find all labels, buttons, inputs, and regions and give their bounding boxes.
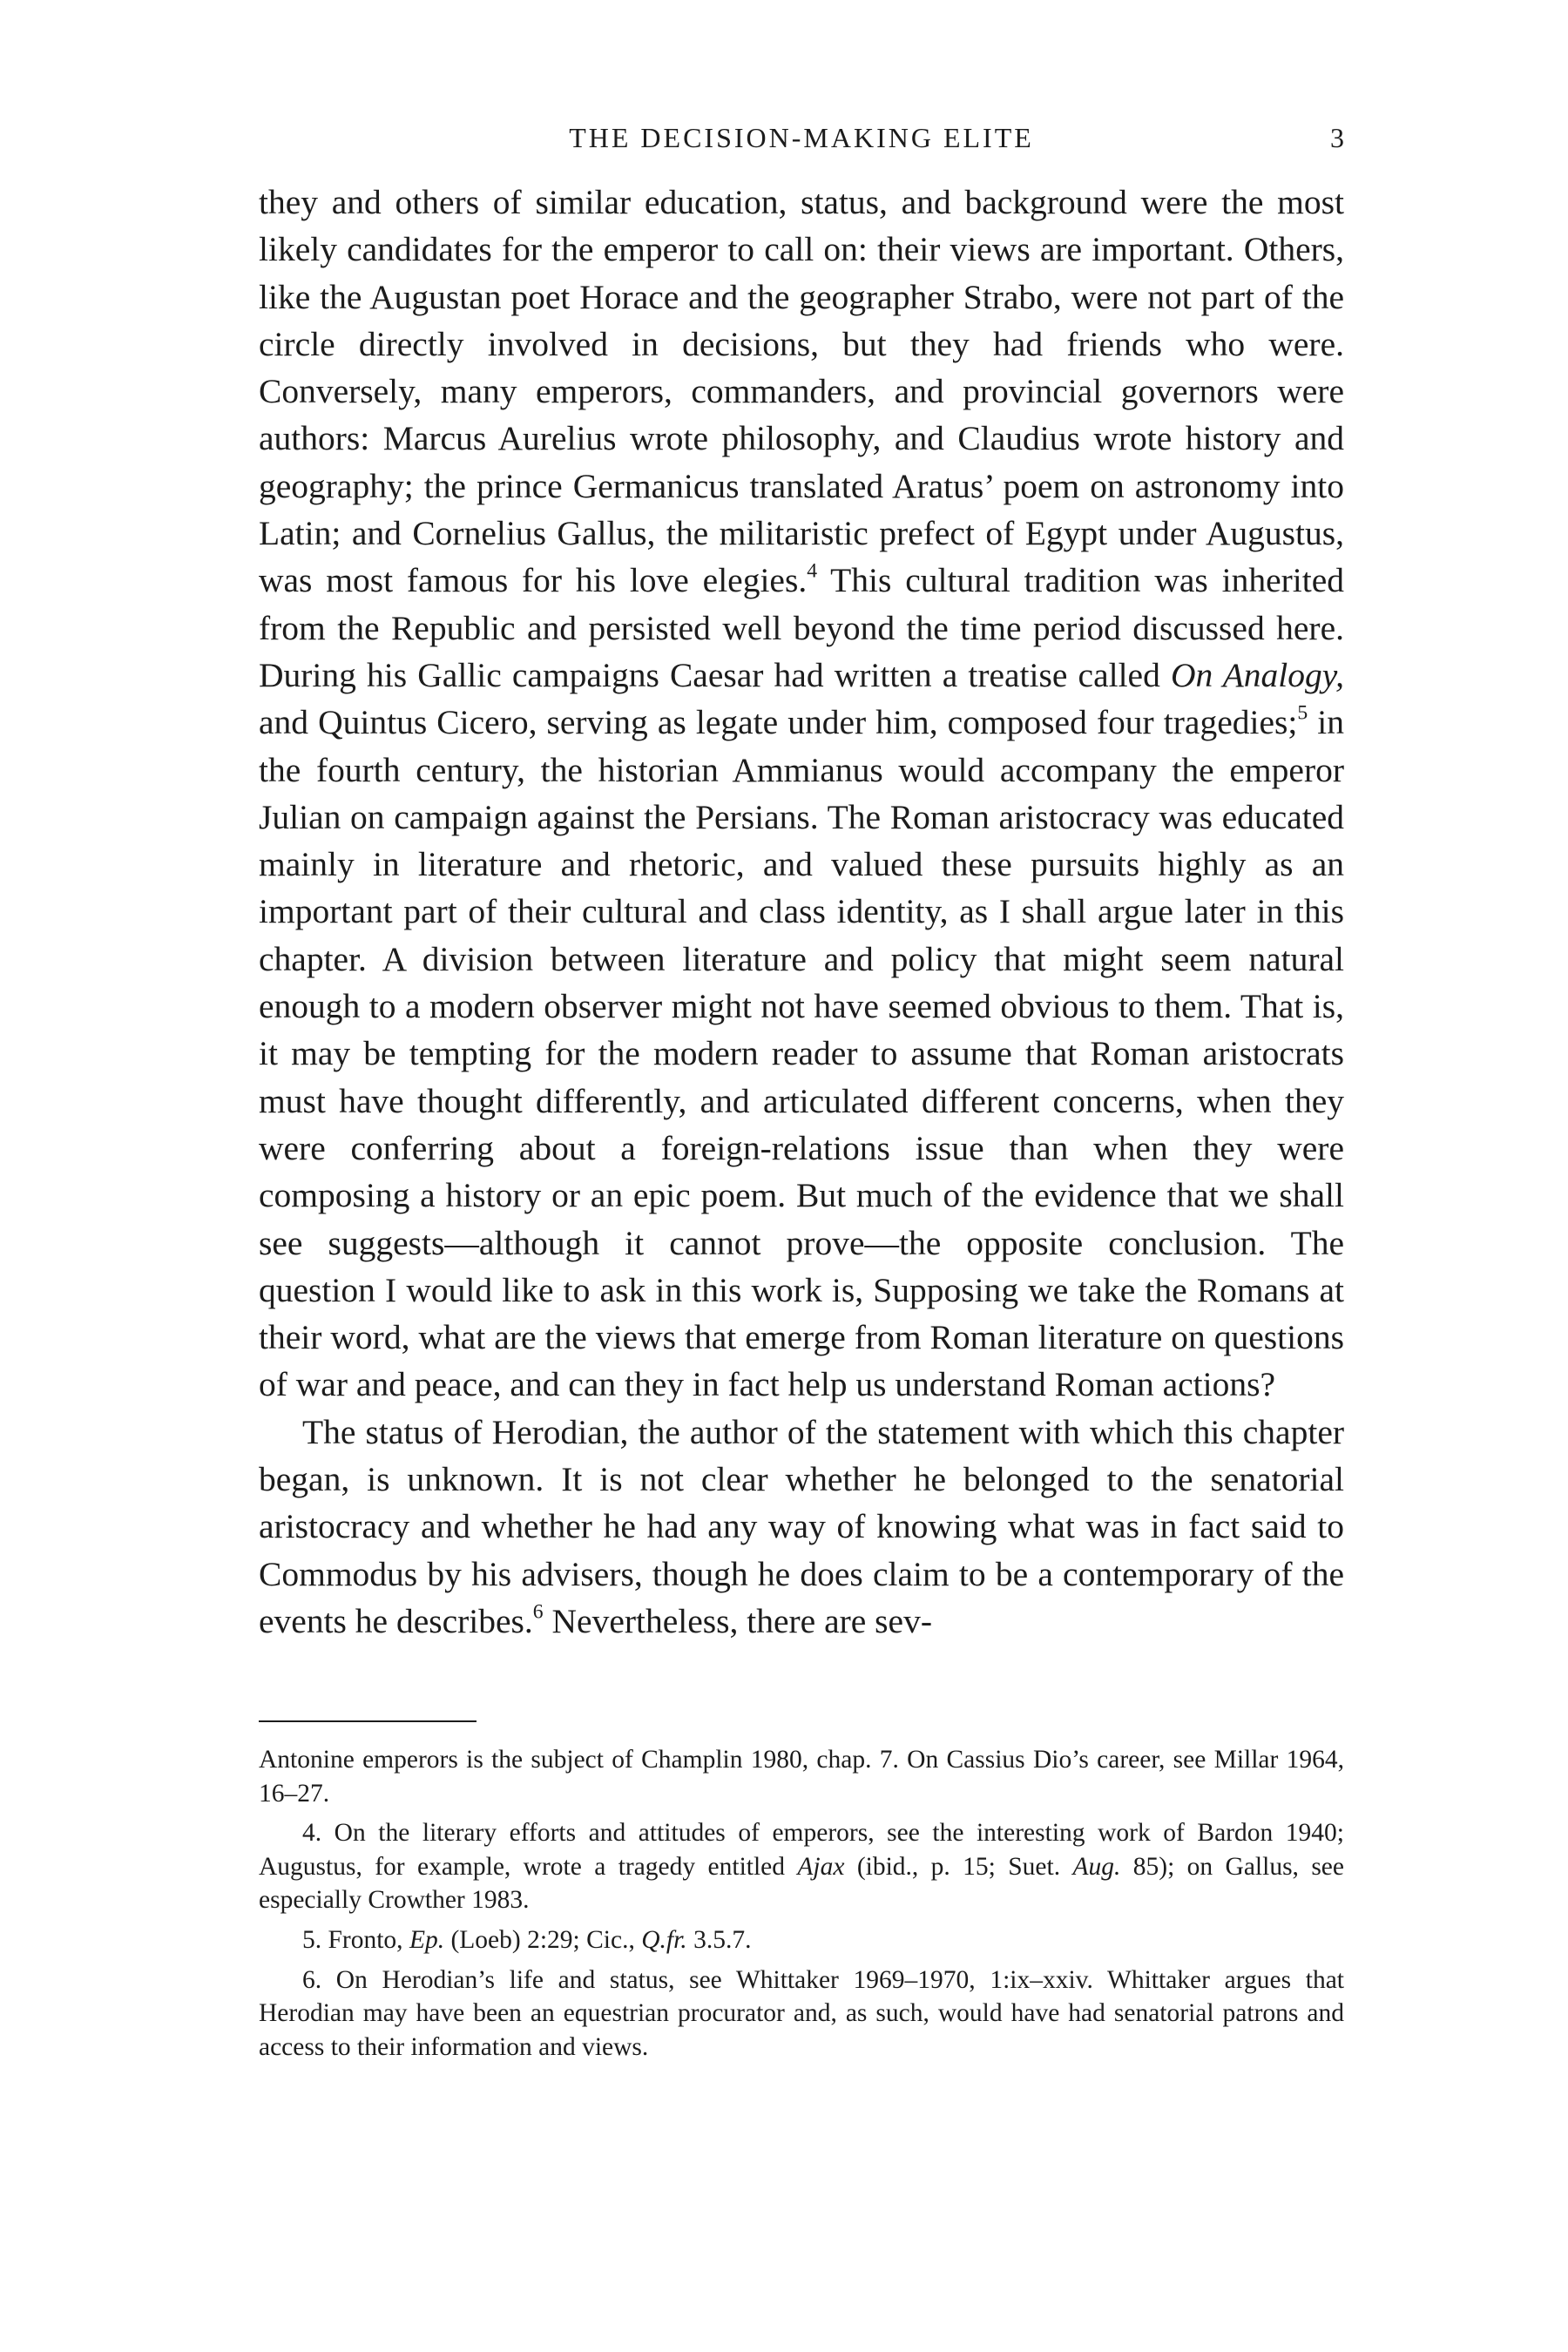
footnote-4-abbr-aug: Aug. <box>1072 1852 1121 1881</box>
footnote-continuation: Antonine emperors is the subject of Champlin 1980, chap. 7. On Cassius Dio’s career, see Millar 1964, 16–27. <box>259 1746 1344 1808</box>
work-title-on-analogy: On Analogy, <box>1170 655 1344 694</box>
footnote-5-text-a: 5. Fronto, <box>302 1925 409 1954</box>
footnote-4-text-b: (ibid., p. 15; Suet. <box>844 1852 1073 1881</box>
footnote-5-text-b: (Loeb) 2:29; Cic., <box>444 1925 642 1954</box>
paragraph-1 <box>259 179 1344 1409</box>
footnote-4-text-c: 85); on Gallus, see especially Crowther 1983. <box>259 1852 1344 1915</box>
paragraph-2-text-b: Nevertheless, there are sev- <box>543 1601 932 1640</box>
footnote-4-text-a: 4. On the literary efforts and attitudes of emperors, see the interesting work of Bardon 1940; Augustus, for example, wrote a tragedy entitled <box>259 1819 1344 1881</box>
footnote-4-title-ajax: Ajax <box>797 1852 845 1881</box>
paragraph-1-text-a: they and others of similar education, status, and background were the most likely candidates for the emperor to call on: their views are important. Others, like the Augustan poet Horace and the geographer Strabo, were not part of the circle directly involved in decisions, but they had friends who were. Conversely, many emperors, commanders, and provincial governors were authors: Marcus Aurelius wrote philosophy, and Claudius wrote history and geography; the prince Germanicus translated Aratus’ poem on astronomy into Latin; and Cornelius Gallus, the militaristic prefect of Egypt under Augustus, was most famous for his love elegies. <box>259 183 1344 600</box>
footnote-5 <box>259 1923 1344 1957</box>
body-text <box>259 179 1344 1645</box>
page-number: 3 <box>1330 122 1344 153</box>
footnote-6: 6. On Herodian’s life and status, see Whittaker 1969–1970, 1:ix–xxiv. Whittaker argues that Herodian may have been an equestrian procurator and, as such, would have had senatorial patrons and access to their information and views. <box>259 1965 1344 2061</box>
paragraph-2-text-a: The status of Herodian, the author of the statement with which this chapter began, is unknown. It is not clear whether he belonged to the senatorial aristocracy and whether he had any way of knowing what was in fact said to Commodus by his advisers, though he does claim to be a contemporary of the events he describes. <box>259 1412 1344 1640</box>
footnote-ref-6: 6 <box>532 1600 544 1624</box>
paragraph-1-text-c: and Quintus Cicero, serving as legate under him, composed four tragedies; <box>259 703 1298 742</box>
footnote-5-abbr-ep: Ep. <box>409 1925 445 1954</box>
running-head <box>259 122 1344 166</box>
footnote-5-text-c: 3.5.7. <box>686 1925 752 1954</box>
paragraph-1-text-d: in the fourth century, the historian Ammianus would accompany the emperor Julian on campaign against the Persians. The Roman aristocracy was educated mainly in literature and rhetoric, and valued these pursuits highly as an important part of their cultural and class identity, as I shall argue later in this chapter. A division between literature and policy that might seem natural enough to a modern observer might not have seemed obvious to them. That is, it may be tempting for the modern reader to assume that Roman aristocrats must have thought differently, and articulated different concerns, when they were conferring about a foreign-relations issue than when they were composing a history or an epic poem. But much of the evidence that we shall see suggests—although it cannot prove—the opposite conclusion. The question I would like to ask in this work is, Supposing we take the Romans at their word, what are the views that emerge from Roman literature on questions of war and peace, and can they in fact help us understand Roman actions? <box>259 703 1344 1404</box>
footnote-ref-4: 4 <box>807 559 818 583</box>
footnote-4 <box>259 1816 1344 1917</box>
footnote-ref-5: 5 <box>1297 701 1308 725</box>
footnote-5-abbr-qfr: Q.fr. <box>641 1925 687 1954</box>
footnote-divider <box>259 1720 476 1722</box>
paragraph-1-text-b: This cultural tradition was inherited from the Republic and persisted well beyond the time period discussed here. During his Gallic campaigns Caesar had written a treatise called <box>259 561 1344 694</box>
footnotes <box>259 1743 1344 2064</box>
running-title: THE DECISION-MAKING ELITE <box>569 122 1034 153</box>
paragraph-2 <box>259 1409 1344 1645</box>
